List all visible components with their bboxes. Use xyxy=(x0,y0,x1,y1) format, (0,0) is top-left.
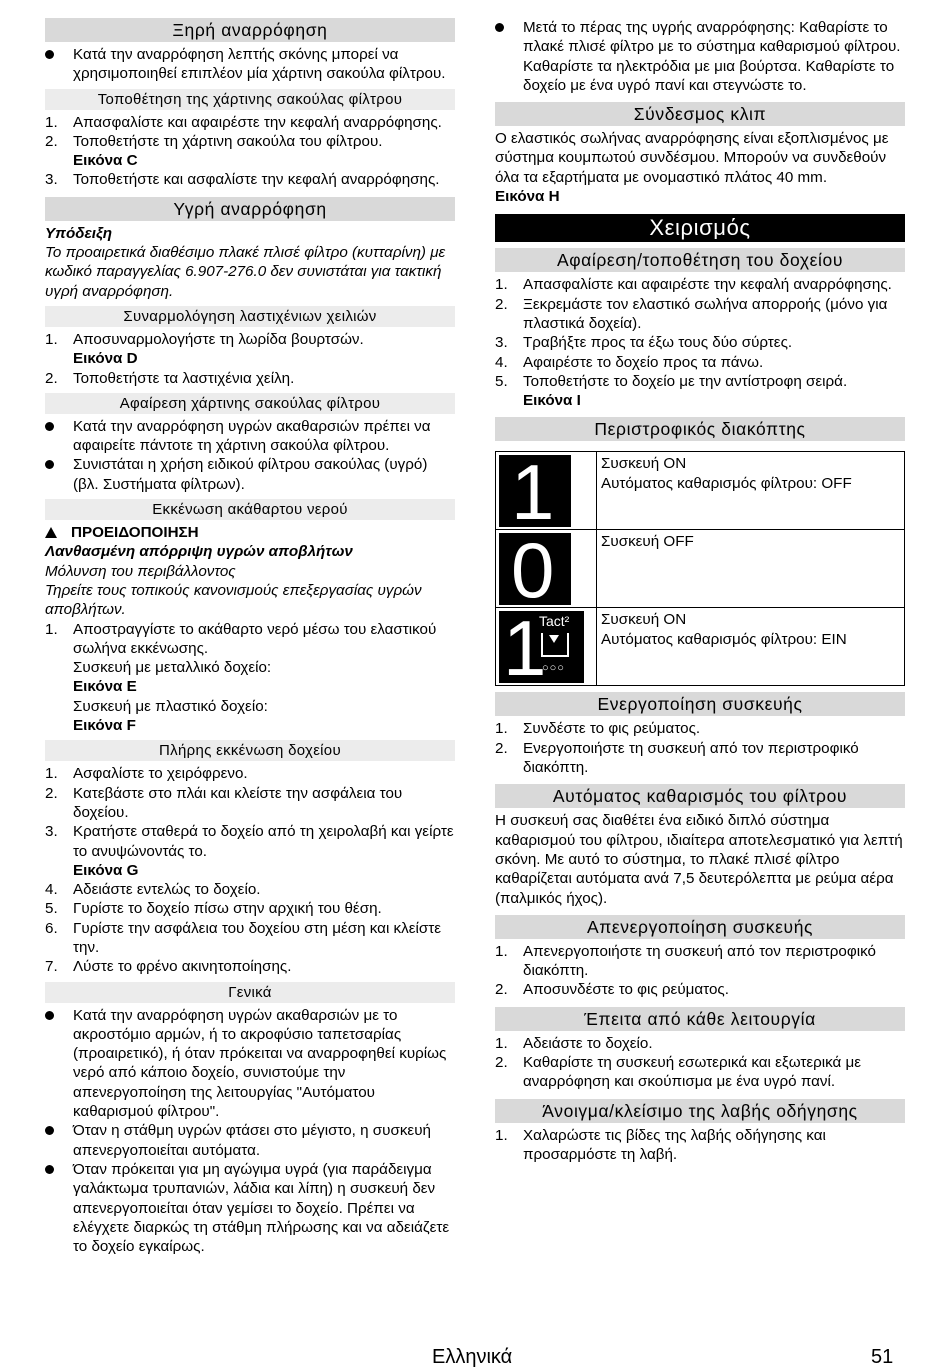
step-item xyxy=(45,784,455,823)
container-steps xyxy=(495,275,905,410)
step-text: Απασφαλίστε και αφαιρέστε την κεφαλή αναρρόφησης. xyxy=(523,276,892,294)
step-text: Γυρίστε την ασφάλεια του δοχείου στη μέση και κλείστε την. xyxy=(73,919,442,956)
full-drain-heading: Πλήρης εκκένωση δοχείου xyxy=(45,740,455,761)
figure-ref: Εικόνα I xyxy=(523,392,581,410)
deactivate-heading: Απενεργοποίηση συσκευής xyxy=(495,915,905,939)
bullet-text: Κατά την αναρρόφηση υγρών ακαθαρσιών με το ακροστόμιο αρμών, ή το ακροφύσιο ταπετσαρίας (προαιρετικό), ή όταν πρόκειται να αναρροφηθεί κυρίως νερό από κάποιο δοχείο, συνιστούμε την απενεργοποίηση της λειτουργίας "Αυτόματου καθαρισμού φίλτρου". xyxy=(73,1006,447,1121)
step-text: Λύστε το φρένο ακινητοποίησης. xyxy=(73,958,292,976)
step-number: 2. xyxy=(495,739,508,757)
step-text: Αφαιρέστε το δοχείο προς τα πάνω. xyxy=(523,353,764,371)
handle-heading: Άνοιγμα/κλείσιμο της λαβής οδήγησης xyxy=(495,1099,905,1123)
activate-heading: Ενεργοποίηση συσκευής xyxy=(495,692,905,716)
rotary-switch-heading: Περιστροφικός διακόπτης xyxy=(495,417,905,441)
bullet-dot-icon xyxy=(45,45,54,64)
switch-row xyxy=(496,530,905,608)
after-operation-heading: Έπειτα από κάθε λειτουργία xyxy=(495,1007,905,1031)
step-text: Κρατήστε σταθερά το δοχείο από τη χειρολαβή και γείρτε το ανυψώνοντάς το. xyxy=(73,823,454,860)
step-number: 2. xyxy=(45,132,58,150)
bullet-text: Κατά την αναρρόφηση υγρών ακαθαρσιών πρέπει να αφαιρείτε πάντοτε τη χάρτινη σακούλα φίλτρου. xyxy=(73,417,431,455)
step-text: Συνδέστε το φις ρεύματος. xyxy=(523,720,701,738)
switch-symbol-cell xyxy=(496,452,597,530)
lips-steps xyxy=(45,330,455,388)
step-number: 6. xyxy=(45,919,58,937)
step-text: Απασφαλίστε και αφαιρέστε την κεφαλή αναρρόφησης. xyxy=(73,113,442,131)
step-item xyxy=(495,333,905,352)
step-item xyxy=(495,275,905,294)
step-number: 2. xyxy=(45,784,58,802)
step-number: 4. xyxy=(495,353,508,371)
step-number: 2. xyxy=(495,295,508,313)
autoclean-heading: Αυτόματος καθαρισμός του φίλτρου xyxy=(495,784,905,808)
step-item xyxy=(45,957,455,976)
step-item xyxy=(495,372,905,411)
step-number: 1. xyxy=(495,1126,508,1144)
step-item xyxy=(495,1126,905,1165)
switch-desc-cell xyxy=(597,608,905,686)
step-text: Ασφαλίστε το χειρόφρενο. xyxy=(73,765,248,783)
switch-on-icon xyxy=(499,455,571,527)
step-number: 3. xyxy=(45,171,58,189)
bullet-text: Όταν η στάθμη υγρών φτάσει στο μέγιστο, η συσκευή απενεργοποιείται αυτόματα. xyxy=(73,1122,431,1159)
step-item xyxy=(495,1034,905,1053)
install-bag-steps xyxy=(45,113,455,190)
bullet-item xyxy=(495,18,905,95)
step-item xyxy=(45,880,455,899)
step-number: 7. xyxy=(45,958,58,976)
switch-symbol: 1 xyxy=(503,611,547,684)
bullet-item xyxy=(45,45,455,84)
step-item xyxy=(495,739,905,778)
step-number: 1. xyxy=(45,113,58,131)
step-text: Αποσυνδέστε το φις ρεύματος. xyxy=(523,981,729,999)
switch-line-2: Αυτόματος καθαρισμός φίλτρου: EIN xyxy=(601,630,847,648)
note-text: Το προαιρετικά διαθέσιμο πλακέ πλισέ φίλτρο (κυτταρίνη) με κωδικό παραγγελίας 6.907-276.0 δεν συνιστάται για τακτική υγρή αναρρόφηση. xyxy=(45,244,446,300)
bullet-dot-icon xyxy=(45,1006,54,1025)
general-bullets xyxy=(45,1006,455,1257)
bullet-dot-icon xyxy=(45,1121,54,1140)
page-number: 51 xyxy=(871,1346,894,1368)
switch-off-icon xyxy=(499,533,571,605)
drain-metal-text: Συσκευή με μεταλλικό δοχείο: xyxy=(73,659,272,677)
drain-step xyxy=(45,620,455,736)
switch-row xyxy=(496,452,905,530)
footer-language: Ελληνικά xyxy=(432,1346,513,1368)
switch-line-1: Συσκευή OFF xyxy=(601,533,694,551)
step-item xyxy=(45,170,455,189)
rotary-switch-table xyxy=(495,451,905,686)
step-number: 1. xyxy=(45,330,58,348)
step-number: 1. xyxy=(495,720,508,738)
switch-line-2: Αυτόματος καθαρισμός φίλτρου: OFF xyxy=(601,474,852,492)
bullet-item xyxy=(45,1006,455,1122)
step-text: Αποστραγγίστε το ακάθαρτο νερό μέσω του ελαστικού σωλήνα εκκένωσης. xyxy=(73,620,437,657)
autoclean-text: Η συσκευή σας διαθέτει ένα ειδικό διπλό σύστημα καθαρισμού του φίλτρου, ιδιαίτερα αποτελεσματικό για λεπτή σκόνη. Με αυτό το σύστημα, το πλακέ πλισέ φίλτρο καθαρίζεται αυτόματα ανά 7,5 δευτερόλεπτα με ρεύμα αέρα (παλμικός ήχος). xyxy=(495,812,903,907)
bullet-text: Κατά την αναρρόφηση λεπτής σκόνης μπορεί να χρησιμοποιηθεί επιπλέον μία χάρτινη σακούλα φίλτρου. xyxy=(73,46,446,83)
figure-ref: Εικόνα F xyxy=(73,717,136,735)
step-text: Γυρίστε το δοχείο πίσω στην αρχική του θέση. xyxy=(73,900,382,918)
switch-symbol: 0 xyxy=(511,533,555,606)
switch-desc-cell xyxy=(597,530,905,608)
step-text: Αδειάστε το δοχείο. xyxy=(523,1034,653,1052)
dry-vacuuming-heading: Ξηρή αναρρόφηση xyxy=(45,18,455,42)
step-number: 3. xyxy=(45,823,58,841)
step-item xyxy=(45,919,455,958)
step-item xyxy=(495,719,905,738)
step-text: Κατεβάστε στο πλάι και κλείστε την ασφάλεια του δοχείου. xyxy=(73,784,403,821)
left-column xyxy=(45,18,455,1256)
step-text: Τοποθετήστε τα λαστιχένια χείλη. xyxy=(73,369,295,387)
step-number: 2. xyxy=(45,369,58,387)
figure-ref: Εικόνα G xyxy=(73,861,139,879)
bullet-item xyxy=(45,1121,455,1160)
step-text: Ενεργοποιήστε τη συσκευή από τον περιστροφικό διακόπτη. xyxy=(523,739,859,777)
step-number: 1. xyxy=(495,1034,508,1052)
step-number: 1. xyxy=(45,765,58,783)
remove-bag-bullets xyxy=(45,417,455,494)
install-bag-heading: Τοποθέτηση της χάρτινης σακούλας φίλτρου xyxy=(45,89,455,110)
switch-symbol-cell xyxy=(496,530,597,608)
warning-heading: Λανθασμένη απόρριψη υγρών αποβλήτων xyxy=(45,543,353,561)
bullet-dot-icon xyxy=(45,455,54,474)
step-item xyxy=(45,132,455,171)
activate-steps xyxy=(495,719,905,777)
operation-heading: Χειρισμός xyxy=(495,214,905,242)
step-number: 2. xyxy=(495,1054,508,1072)
step-item xyxy=(45,764,455,783)
clip-heading: Σύνδεσμος κλιπ xyxy=(495,102,905,126)
bullet-dot-icon xyxy=(45,1160,54,1179)
warning-line-1: Μόλυνση του περιβάλλοντος xyxy=(45,562,236,580)
step-number: 1. xyxy=(495,942,508,960)
figure-ref: Εικόνα D xyxy=(73,350,138,368)
switch-row xyxy=(496,608,905,686)
bullet-dot-icon xyxy=(495,18,504,37)
wet-vacuuming-heading: Υγρή αναρρόφηση xyxy=(45,197,455,221)
switch-line-1: Συσκευή ON xyxy=(601,455,687,473)
clip-text: Ο ελαστικός σωλήνας αναρρόφησης είναι εξοπλισμένος με σύστημα κουμπωτού συνδέσμου. Μπορούν να συνδεθούν όλα τα εξαρτήματα με ονομαστικό πλάτος 40 mm. xyxy=(495,130,889,186)
bullet-item xyxy=(45,1160,455,1256)
warning-label-line xyxy=(45,523,455,542)
step-text: Αδειάστε εντελώς το δοχείο. xyxy=(73,881,261,899)
general-heading: Γενικά xyxy=(45,982,455,1003)
warning-label: ΠΡΟΕΙΔΟΠΟΙΗΣΗ xyxy=(71,524,199,542)
step-item xyxy=(495,295,905,334)
drain-plastic-text: Συσκευή με πλαστικό δοχείο: xyxy=(73,697,268,715)
step-text: Τοποθετήστε το δοχείο με την αντίστροφη σειρά. xyxy=(523,372,848,390)
warning-triangle-icon xyxy=(45,527,57,538)
remove-bag-heading: Αφαίρεση χάρτινης σακούλας φίλτρου xyxy=(45,393,455,414)
step-item xyxy=(45,113,455,132)
lips-heading: Συναρμολόγηση λαστιχένιων χειλιών xyxy=(45,306,455,327)
step-text: Αποσυναρμολογήστε τη λωρίδα βουρτσών. xyxy=(73,330,364,348)
step-text: Καθαρίστε τη συσκευή εσωτερικά και εξωτερικά με αναρρόφηση και σκούπισμα με ένα υγρό πανί. xyxy=(523,1054,862,1091)
step-number: 2. xyxy=(495,981,508,999)
step-text: Τραβήξτε προς τα έξω τους δύο σύρτες. xyxy=(523,334,793,352)
figure-ref: Εικόνα H xyxy=(495,188,560,206)
step-number: 1. xyxy=(45,620,58,638)
three-dots-icon: ○○○ xyxy=(542,662,565,675)
switch-line-1: Συσκευή ON xyxy=(601,611,687,629)
bullet-text: Μετά το πέρας της υγρής αναρρόφησης: Καθαρίστε το πλακέ πλισέ φίλτρο με το σύστημα καθαρισμού φίλτρου. Καθαρίστε τα ηλεκτρόδια με μια βούρτσα. Καθαρίστε το δοχείο με ένα υγρό πανί και στεγνώστε το. xyxy=(523,19,901,94)
step-item xyxy=(45,822,455,880)
switch-tact-icon xyxy=(499,611,584,683)
drain-heading: Εκκένωση ακάθαρτου νερού xyxy=(45,499,455,520)
step-text: Τοποθετήστε τη χάρτινη σακούλα του φίλτρου. xyxy=(73,132,383,150)
figure-ref: Εικόνα C xyxy=(73,152,138,170)
note-label: Υπόδειξη xyxy=(45,224,113,242)
handle-steps xyxy=(495,1126,905,1165)
switch-desc-cell xyxy=(597,452,905,530)
tact-label: Tact² xyxy=(539,613,570,630)
bullet-dot-icon xyxy=(45,417,54,436)
full-drain-steps xyxy=(45,764,455,976)
bullet-item xyxy=(45,417,455,456)
step-item xyxy=(45,899,455,918)
step-text: Απενεργοποιήστε τη συσκευή από τον περιστροφικό διακόπτη. xyxy=(523,942,876,980)
step-number: 5. xyxy=(45,900,58,918)
step-item xyxy=(45,330,455,369)
step-number: 4. xyxy=(45,881,58,899)
step-text: Τοποθετήστε και ασφαλίστε την κεφαλή αναρρόφησης. xyxy=(73,171,440,189)
step-item xyxy=(495,353,905,372)
step-number: 5. xyxy=(495,372,508,390)
right-column xyxy=(495,18,905,1164)
step-number: 1. xyxy=(495,276,508,294)
switch-symbol: 1 xyxy=(511,455,555,528)
after-operation-steps xyxy=(495,1034,905,1092)
bullet-text: Συνιστάται η χρήση ειδικού φίλτρου σακούλας (υγρό) (βλ. Συστήματα φίλτρων). xyxy=(73,456,428,493)
deactivate-steps xyxy=(495,942,905,1000)
arrow-down-icon xyxy=(549,635,559,643)
step-text: Χαλαρώστε τις βίδες της λαβής οδήγησης και προσαρμόστε τη λαβή. xyxy=(523,1126,826,1163)
step-item xyxy=(45,369,455,388)
step-item xyxy=(495,942,905,981)
figure-ref: Εικόνα E xyxy=(73,678,137,696)
switch-symbol-cell xyxy=(496,608,597,686)
step-number: 3. xyxy=(495,334,508,352)
step-item xyxy=(495,980,905,999)
bullet-item xyxy=(45,455,455,494)
step-item xyxy=(495,1053,905,1092)
warning-line-2: Τηρείτε τους τοπικούς κανονισμούς επεξεργασίας υγρών αποβλήτων. xyxy=(45,581,422,619)
bullet-text: Όταν πρόκειται για μη αγώγιμα υγρά (για παράδειγμα γαλάκτωμα τρυπανιών, λάδια και λίπη) η συσκευή δεν απενεργοποιείται όταν γεμίσει το δοχείο. Πρέπει να ελέγχετε διαρκώς τη στάθμη πλήρωσης και να αδειάζετε το δοχείο εγκαίρως. xyxy=(73,1160,450,1256)
container-heading: Αφαίρεση/τοποθέτηση του δοχείου xyxy=(495,248,905,272)
step-text: Ξεκρεμάστε τον ελαστικό σωλήνα απορροής (μόνο για πλαστικά δοχεία). xyxy=(523,295,888,332)
